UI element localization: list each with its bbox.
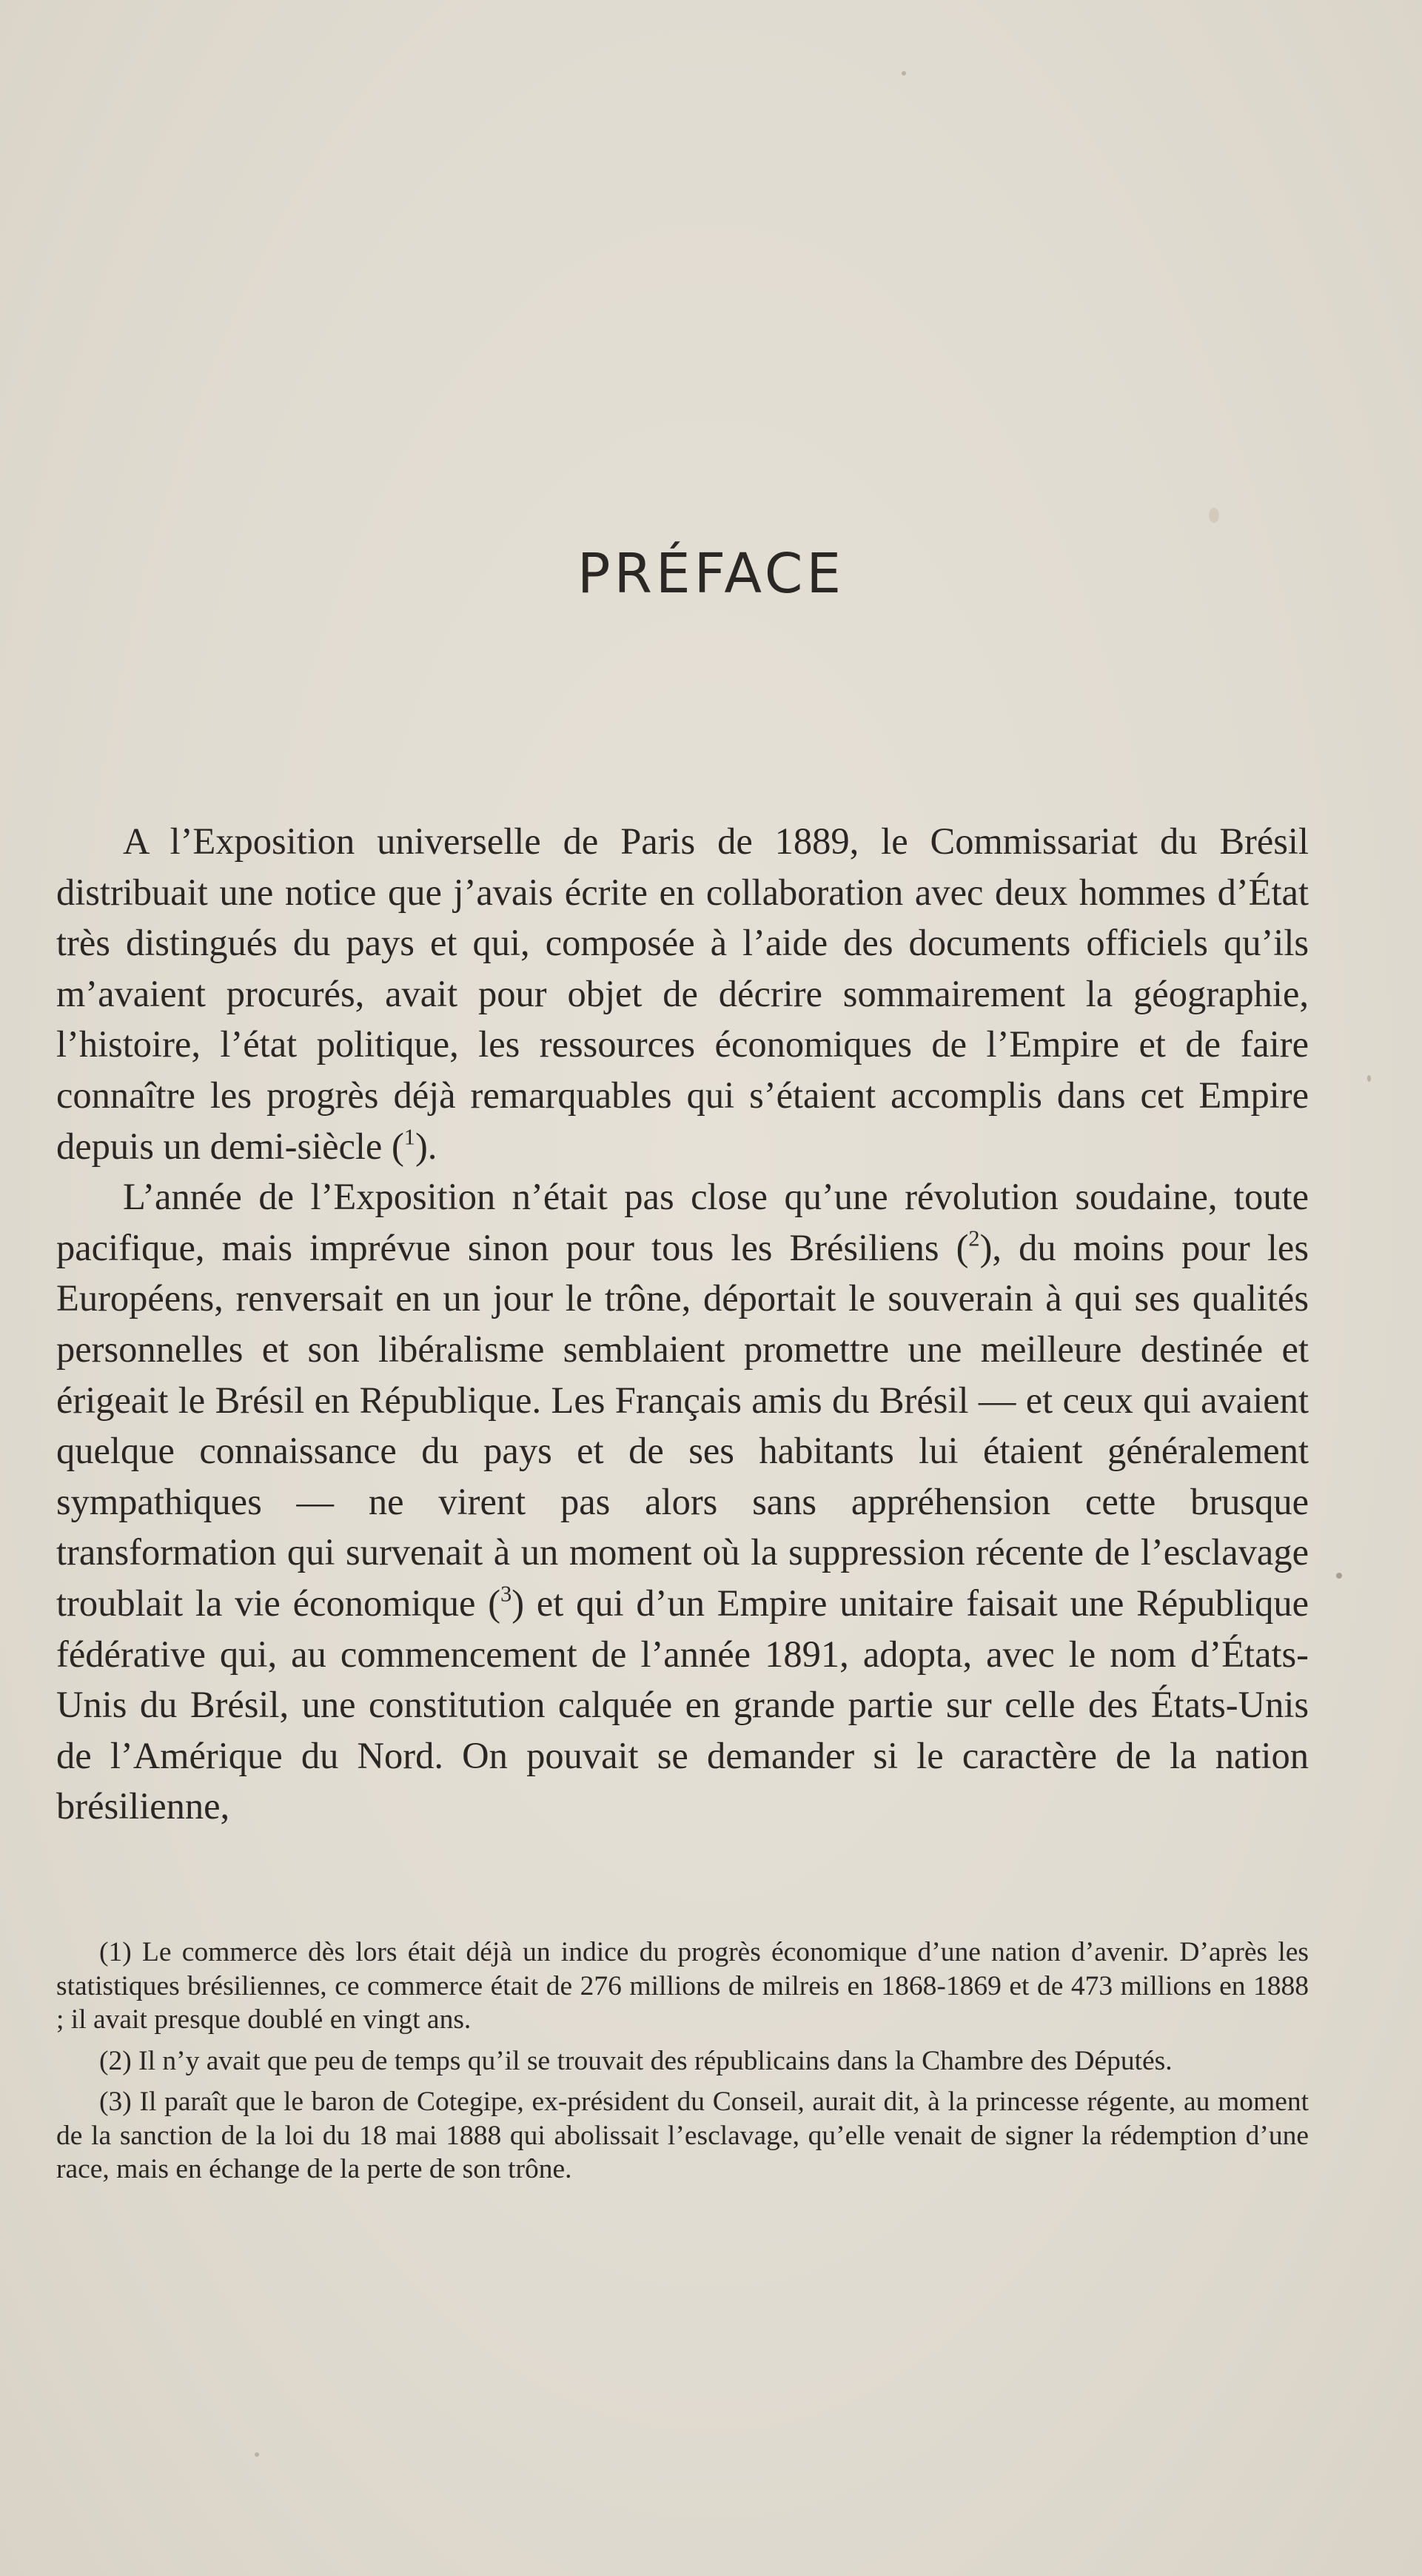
main-text <box>56 816 1309 1832</box>
footnote-3 <box>56 2085 1309 2187</box>
paragraph-2-text-a: L’année de l’Exposition n’était pas close qu’une révolution soudaine, toute pacifique, mais imprévue sinon pour tous les Brésiliens ( <box>56 1176 1309 1268</box>
paragraph-2 <box>56 1171 1309 1832</box>
footnote-2 <box>56 2044 1309 2078</box>
paragraph-1-end: ). <box>415 1125 437 1167</box>
page-title: PRÉFACE <box>577 542 845 606</box>
footnote-text: Il n’y avait que peu de temps qu’il se trouvait des républicains dans la Chambre des Députés. <box>138 2045 1173 2076</box>
paper-speck <box>255 2452 259 2457</box>
footnote-number: (3) <box>99 2087 132 2117</box>
paragraph-2-text-c: ) et qui d’un Empire unitaire faisait une République fédérative qui, au commencement de l’année 1891, adopta, avec le nom d’États-Unis du Brésil, une constitution calquée en grande partie sur celle des États-Unis de l’Amérique du Nord. On pouvait se demander si le caractère de la nation brésilienne, <box>56 1582 1309 1827</box>
paragraph-2-text-b: ), du moins pour les Européens, renversait en un jour le trône, déportait le souverain à qui ses qualités personnelles et son libéralisme semblaient promettre une meilleure destinée et érigeait le Brésil en République. Les Français amis du Brésil — et ceux qui avaient quelque connaissance du pays et de ses habitants lui étaient généralement sympathiques — ne virent pas alors sans appréhension cette brusque transformation qui survenait à un moment où la suppression récente de l’esclavage troublait la vie économique ( <box>56 1226 1309 1624</box>
paper-speck <box>1336 1573 1342 1579</box>
footnote-text: Le commerce dès lors était déjà un indice du progrès économique d’une nation d’avenir. D’après les statistiques brésiliennes, ce commerce était de 276 millions de milreis en 1868-1869 et de 473 millions en 1888 ; il avait presque doublé en vingt ans. <box>56 1937 1309 2035</box>
footnote-ref-2[interactable]: 2 <box>968 1225 980 1251</box>
footnote-1 <box>56 1936 1309 2037</box>
paragraph-1-text: A l’Exposition universelle de Paris de 1889, le Commissariat du Brésil distribuait une notice que j’avais écrite en collaboration avec deux hommes d’État très distingués du pays et qui, composée à l’aide des documents officiels qu’ils m’avaient procurés, avait pour objet de décrire sommairement la géographie, l’histoire, l’état politique, les ressources économiques de l’Empire et de faire connaître les progrès déjà remarquables qui s’étaient accomplis dans cet Empire depuis un demi-siècle ( <box>56 820 1309 1167</box>
footnote-number: (1) <box>99 1937 132 1967</box>
footnote-number: (2) <box>99 2045 132 2076</box>
paper-speck <box>902 71 906 76</box>
footnote-ref-1[interactable]: 1 <box>403 1123 415 1149</box>
footnotes <box>56 1936 1309 2194</box>
paragraph-1 <box>56 816 1309 1171</box>
paper-stain <box>1209 508 1219 523</box>
footnote-ref-3[interactable]: 3 <box>500 1581 512 1607</box>
paper-speck <box>1367 1075 1371 1082</box>
footnote-text: Il paraît que le baron de Cotegipe, ex-président du Conseil, aurait dit, à la princesse régente, au moment de la sanction de la loi du 18 mai 1888 qui abolissait l’esclavage, qu’elle venait de signer la rédemption d’une race, mais en échange de la perte de son trône. <box>56 2087 1309 2184</box>
